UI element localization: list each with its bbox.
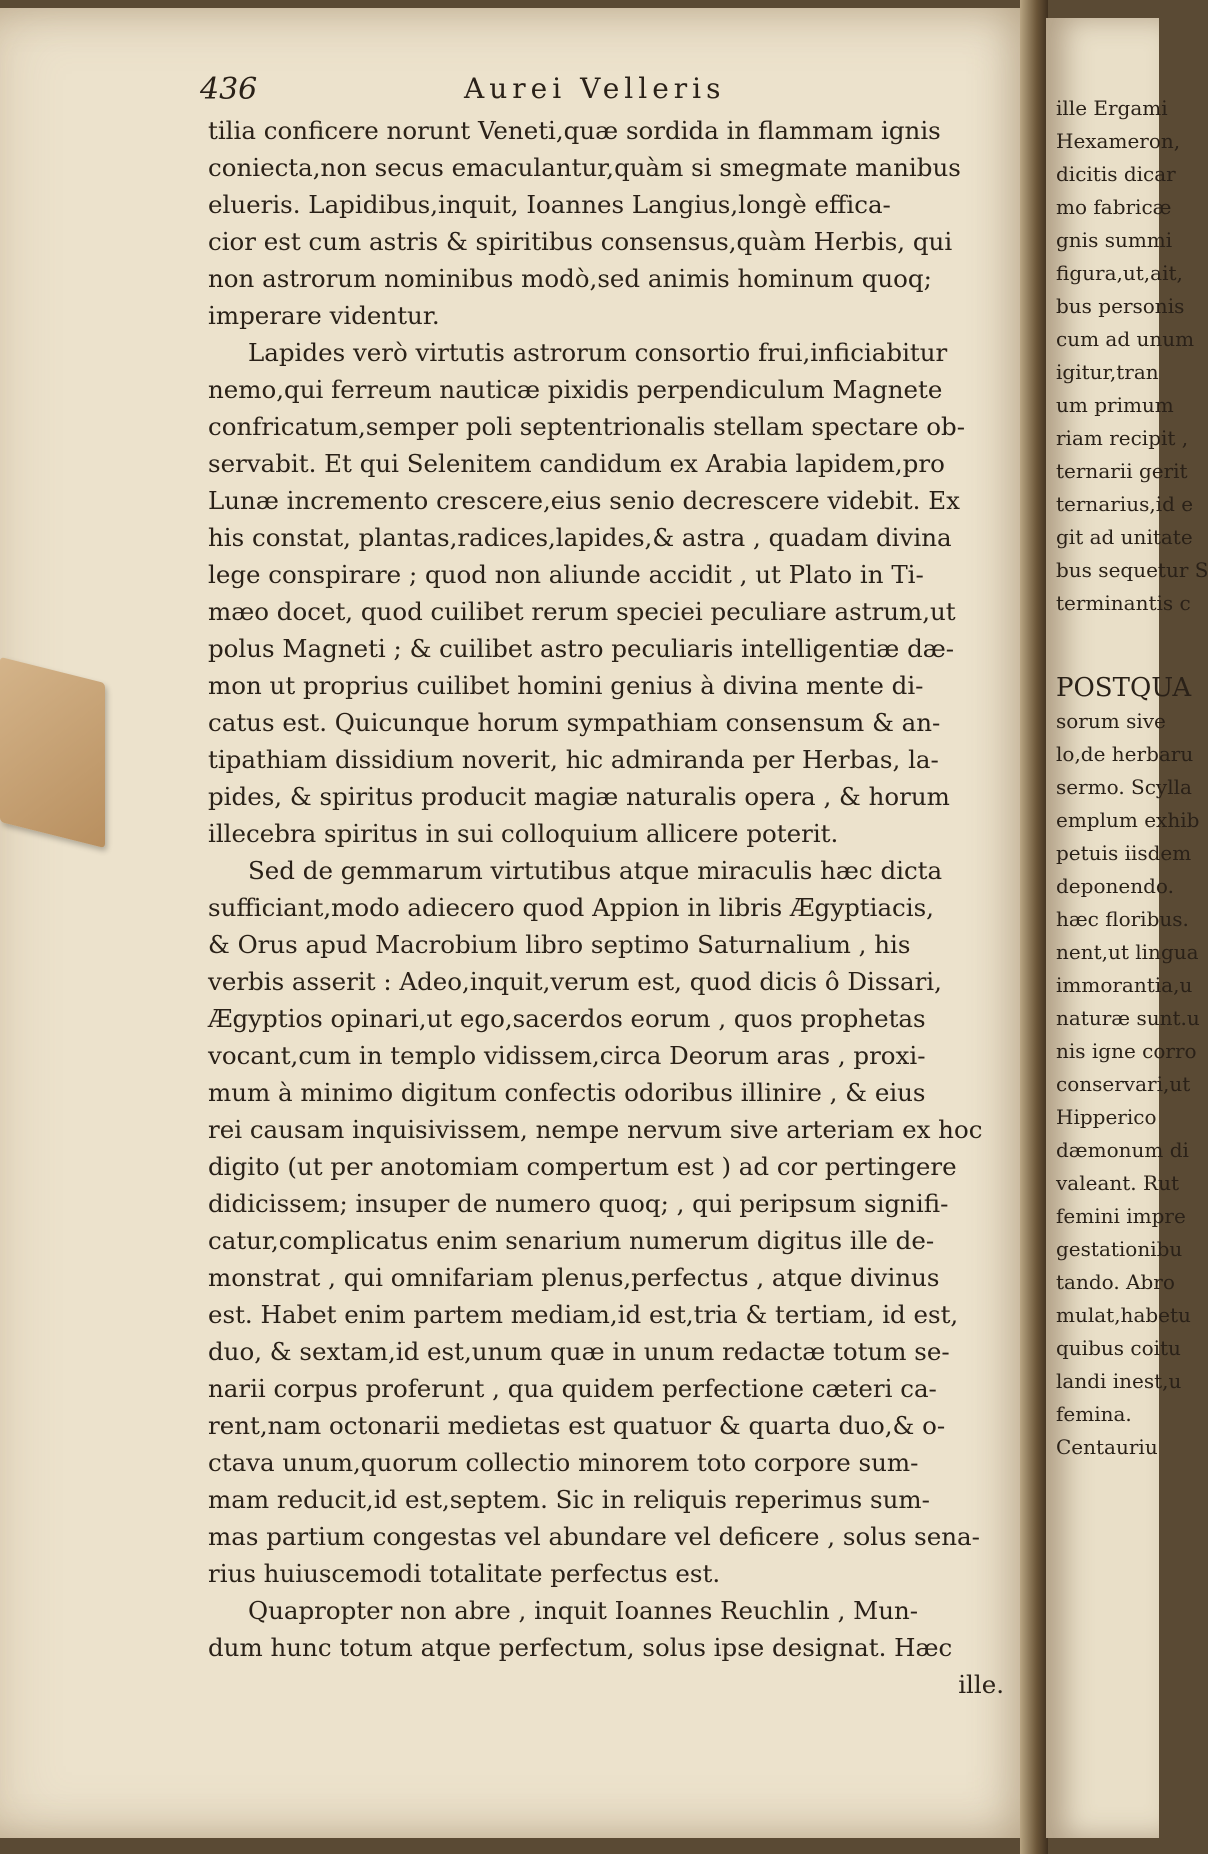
text-line: mas partium congestas vel abundare vel deficere , solus sena- bbox=[208, 1522, 980, 1551]
text-line: Lunæ incremento crescere,eius senio decrescere videbit. Ex bbox=[208, 486, 960, 515]
right-text-line: igitur,tran bbox=[1056, 360, 1159, 384]
text-line: polus Magneti ; & cuilibet astro peculiaris intelligentiæ dæ- bbox=[208, 634, 955, 663]
right-text-line: gestationibu bbox=[1056, 1237, 1183, 1261]
text-line: his constat, plantas,radices,lapides,& astra , quadam divina bbox=[208, 523, 952, 552]
text-line: sufficiant,modo adiecero quod Appion in libris Ægyptiacis, bbox=[208, 893, 934, 922]
right-text-line: valeant. Rut bbox=[1056, 1171, 1179, 1195]
right-text-line: immorantia,u bbox=[1056, 973, 1193, 997]
right-text-line: Hexameron, bbox=[1056, 129, 1181, 153]
text-line: mum à minimo digitum confectis odoribus illinire , & eius bbox=[208, 1078, 926, 1107]
text-line: confricatum,semper poli septentrionalis stellam spectare ob- bbox=[208, 412, 966, 441]
left-page-text bbox=[208, 112, 1008, 1703]
right-text-line: mo fabricæ bbox=[1056, 195, 1172, 219]
text-line: Quapropter non abre , inquit Ioannes Reuchlin , Mun- bbox=[248, 1596, 919, 1625]
right-text-line: naturæ sunt.u bbox=[1056, 1006, 1200, 1030]
text-line: narii corpus proferunt , qua quidem perfectione cæteri ca- bbox=[208, 1374, 937, 1403]
text-line: est. Habet enim partem mediam,id est,tria & tertiam, id est, bbox=[208, 1300, 959, 1329]
right-text-line: nis igne corro bbox=[1056, 1039, 1197, 1063]
right-text-line: bus sequetur S bbox=[1056, 558, 1208, 582]
text-line: tipathiam dissidium noverit, hic admiranda per Herbas, la- bbox=[208, 745, 939, 774]
text-line: mam reducit,id est,septem. Sic in reliquis reperimus sum- bbox=[208, 1485, 930, 1514]
text-line: verbis asserit : Adeo,inquit,verum est, quod dicis ô Dissari, bbox=[208, 967, 942, 996]
right-text-line: tando. Abro bbox=[1056, 1270, 1175, 1294]
text-line: imperare videntur. bbox=[208, 301, 440, 330]
bookmark-tab bbox=[0, 657, 105, 848]
text-line: mon ut proprius cuilibet homini genius à divina mente di- bbox=[208, 671, 924, 700]
text-line: pides, & spiritus producit magiæ naturalis opera , & horum bbox=[208, 782, 950, 811]
right-text-line: dæmonum di bbox=[1056, 1138, 1189, 1162]
text-line: didicissem; insuper de numero quoq; , qui peripsum signifi- bbox=[208, 1189, 949, 1218]
text-line: Ægyptios opinari,ut ego,sacerdos eorum , quos prophetas bbox=[208, 1004, 926, 1033]
right-text-line: git ad unitate bbox=[1056, 525, 1193, 549]
right-text-line: dicitis dicar bbox=[1056, 162, 1176, 186]
running-head: Aurei Velleris bbox=[464, 72, 726, 105]
text-line: non astrorum nominibus modò,sed animis hominum quoq; bbox=[208, 264, 932, 293]
text-line: nemo,qui ferreum nauticæ pixidis perpendiculum Magnete bbox=[208, 375, 943, 404]
text-line: coniecta,non secus emaculantur,quàm si smegmate manibus bbox=[208, 153, 961, 182]
right-text-line: hæc floribus. bbox=[1056, 907, 1189, 931]
text-line: digito (ut per anotomiam compertum est ) ad cor pertingere bbox=[208, 1152, 957, 1181]
right-text-line: femina. bbox=[1056, 1402, 1132, 1426]
page-number: 436 bbox=[200, 72, 258, 107]
right-text-line: Hipperico bbox=[1056, 1105, 1157, 1129]
right-text-line: ternarii gerit bbox=[1056, 459, 1188, 483]
text-line: dum hunc totum atque perfectum, solus ipse designat. Hæc bbox=[208, 1633, 953, 1662]
text-line: catur,complicatus enim senarium numerum digitus ille de- bbox=[208, 1226, 935, 1255]
catchword: ille. bbox=[958, 1670, 1004, 1699]
text-line: catus est. Quicunque horum sympathiam consensum & an- bbox=[208, 708, 941, 737]
right-text-line: bus personis bbox=[1056, 294, 1185, 318]
text-line: elueris. Lapidibus,inquit, Ioannes Langius,longè effica- bbox=[208, 190, 891, 219]
right-text-line: petuis iisdem bbox=[1056, 841, 1192, 865]
text-line: & Orus apud Macrobium libro septimo Saturnalium , his bbox=[208, 930, 911, 959]
text-line: servabit. Et qui Selenitem candidum ex Arabia lapidem,pro bbox=[208, 449, 945, 478]
right-text-line: quibus coitu bbox=[1056, 1336, 1181, 1360]
right-text-line: ille Ergami bbox=[1056, 96, 1168, 120]
text-line: tilia conficere norunt Veneti,quæ sordida in flammam ignis bbox=[208, 116, 941, 145]
right-text-line: figura,ut,ait, bbox=[1056, 261, 1183, 285]
section-gap bbox=[1056, 620, 1166, 672]
text-line: cior est cum astris & spiritibus consensus,quàm Herbis, qui bbox=[208, 227, 953, 256]
text-line: rius huiuscemodi totalitate perfectus est. bbox=[208, 1559, 721, 1588]
right-text-line: gnis summi bbox=[1056, 228, 1173, 252]
text-line: duo, & sextam,id est,unum quæ in unum redactæ totum se- bbox=[208, 1337, 950, 1366]
right-text-line: mulat,habetu bbox=[1056, 1303, 1191, 1327]
right-text-line: ternarius,id e bbox=[1056, 492, 1194, 516]
page-header bbox=[200, 72, 1020, 114]
right-text-line: Centauriu bbox=[1056, 1435, 1158, 1459]
right-text-line: sorum sive bbox=[1056, 709, 1166, 733]
right-text-line: nent,ut lingua bbox=[1056, 940, 1199, 964]
text-line: rei causam inquisivissem, nempe nervum sive arteriam ex hoc bbox=[208, 1115, 983, 1144]
right-text-line: um primum bbox=[1056, 393, 1174, 417]
text-line: Sed de gemmarum virtutibus atque miraculis hæc dicta bbox=[248, 856, 943, 885]
right-text-line: riam recipit , bbox=[1056, 426, 1189, 450]
book-gutter bbox=[1020, 0, 1048, 1854]
right-page-text bbox=[1056, 92, 1208, 1464]
text-line: monstrat , qui omnifariam plenus,perfectus , atque divinus bbox=[208, 1263, 940, 1292]
text-line: mæo docet, quod cuilibet rerum speciei peculiare astrum,ut bbox=[208, 597, 956, 626]
text-line: rent,nam octonarii medietas est quatuor & quarta duo,& o- bbox=[208, 1411, 946, 1440]
right-text-line: terminantis c bbox=[1056, 591, 1191, 615]
right-text-line: lo,de herbaru bbox=[1056, 742, 1194, 766]
text-line: ctava unum,quorum collectio minorem toto corpore sum- bbox=[208, 1448, 919, 1477]
text-line: vocant,cum in templo vidissem,circa Deorum aras , proxi- bbox=[208, 1041, 926, 1070]
text-line: illecebra spiritus in sui colloquium allicere poterit. bbox=[208, 819, 839, 848]
right-text-line: landi inest,u bbox=[1056, 1369, 1182, 1393]
right-text-line: sermo. Scylla bbox=[1056, 775, 1192, 799]
text-line: lege conspirare ; quod non aliunde accidit , ut Plato in Ti- bbox=[208, 560, 924, 589]
right-text-line: emplum exhib bbox=[1056, 808, 1200, 832]
right-text-line: deponendo. bbox=[1056, 874, 1174, 898]
right-text-line: conservari,ut bbox=[1056, 1072, 1191, 1096]
right-text-line: cum ad unum bbox=[1056, 327, 1195, 351]
section-initial-line: POSTQUA bbox=[1056, 673, 1192, 703]
right-text-line: femini impre bbox=[1056, 1204, 1186, 1228]
text-line: Lapides verò virtutis astrorum consortio frui,inficiabitur bbox=[248, 338, 948, 367]
